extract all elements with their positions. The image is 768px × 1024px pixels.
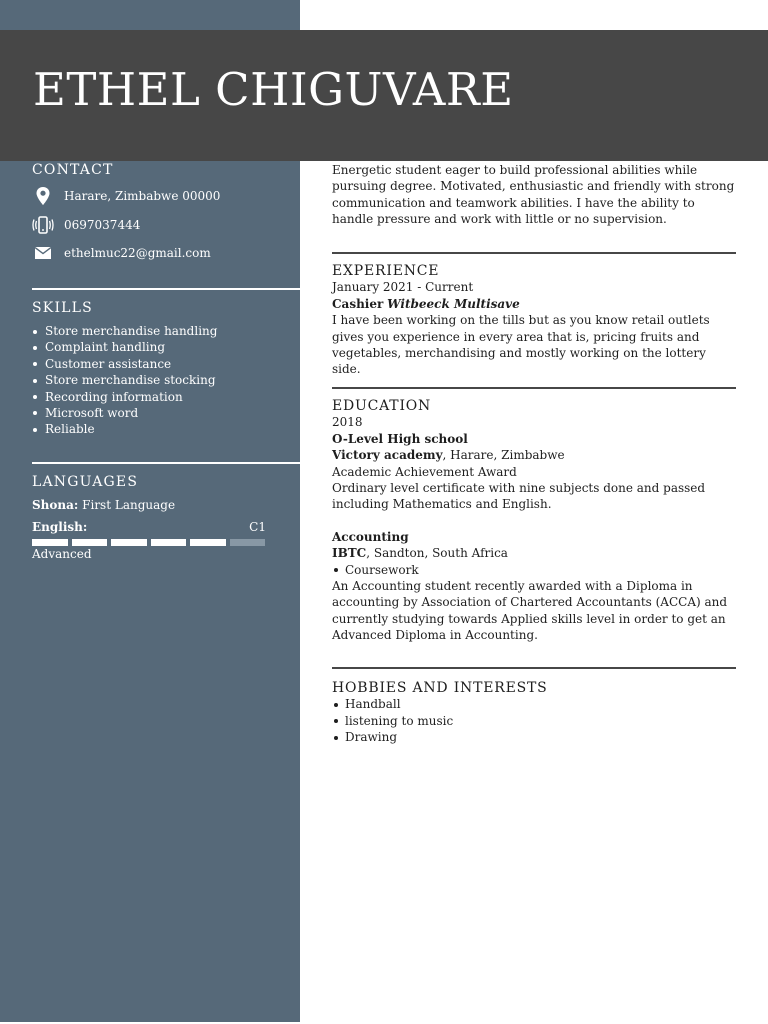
- language-name: Shona:: [32, 498, 79, 512]
- education-degree: Accounting: [332, 529, 409, 544]
- contact-section: [32, 162, 298, 260]
- language-shona: [32, 498, 175, 512]
- education-title: EDUCATION: [332, 398, 432, 414]
- language-code: C1: [249, 520, 266, 534]
- hobby-item: Handball: [332, 696, 736, 712]
- level-segments: [32, 539, 265, 546]
- address-row: [32, 186, 220, 206]
- level-segment-empty: [230, 539, 266, 546]
- level-segment-filled: [32, 539, 68, 546]
- skill-item: Microsoft word: [32, 405, 298, 421]
- hobby-item: Drawing: [332, 729, 736, 745]
- level-segment-filled: [190, 539, 226, 546]
- skill-item: Reliable: [32, 421, 298, 437]
- language-english: [32, 520, 266, 534]
- languages-section: [32, 474, 298, 574]
- languages-title: LANGUAGES: [32, 474, 139, 490]
- education-school-line: [332, 545, 736, 561]
- skill-item: Customer assistance: [32, 356, 298, 372]
- phone-text: 0697037444: [64, 218, 141, 232]
- education-section: [332, 398, 736, 644]
- level-segment-filled: [151, 539, 187, 546]
- phone-row: [32, 215, 140, 235]
- address-text: Harare, Zimbabwe 00000: [64, 189, 221, 203]
- education-bullet: Coursework: [332, 562, 736, 578]
- school-location: , Sandton, South Africa: [366, 546, 508, 561]
- level-segment-filled: [72, 539, 108, 546]
- experience-dates: January 2021 - Current: [332, 280, 474, 295]
- skill-item: Recording information: [32, 389, 298, 405]
- phone-icon: [32, 215, 54, 235]
- skill-item: Store merchandise handling: [32, 323, 298, 339]
- job-title: Cashier: [332, 296, 384, 311]
- skill-item: Complaint handling: [32, 339, 298, 355]
- summary-section: [332, 162, 736, 228]
- experience-title: EXPERIENCE: [332, 263, 440, 279]
- skills-title: SKILLS: [32, 300, 93, 316]
- section-divider: [332, 667, 736, 669]
- education-year: 2018: [332, 415, 363, 430]
- email-link[interactable]: ethelmuc22@gmail.com: [64, 246, 211, 260]
- hobby-item: listening to music: [332, 713, 736, 729]
- school-name: IBTC: [332, 546, 367, 561]
- experience-description: I have been working on the tills but as you know retail outlets gives you experience in every area that is, pricing fruits and vegetables, merchandising and mostly working on the lottery side.: [332, 313, 710, 377]
- skill-item: Store merchandise stocking: [32, 372, 298, 388]
- education-description: An Accounting student recently awarded with a Diploma in accounting by Association of Chartered Accountants (ACCA) and currently studying towards Applied skills level in order to get an Advanced Diploma in Accounting.: [332, 579, 728, 643]
- sidebar-divider: [32, 462, 300, 464]
- hobbies-title: HOBBIES AND INTERESTS: [332, 680, 548, 696]
- experience-section: [332, 263, 736, 378]
- section-divider: [332, 387, 736, 389]
- education-description: Ordinary level certificate with nine subjects done and passed including Mathematics and English.: [332, 481, 706, 512]
- school-location: , Harare, Zimbabwe: [442, 448, 565, 463]
- location-pin-icon: [32, 186, 54, 206]
- language-level: Advanced: [32, 547, 92, 561]
- contact-title: CONTACT: [32, 162, 114, 178]
- summary-text: Energetic student eager to build professional abilities while pursuing degree. Motivated, enthusiastic and friendly with strong communication and teamwork abilities. I have the ability to handle pressure and work with little or no supervision.: [332, 163, 735, 227]
- header-banner: [0, 30, 768, 161]
- hobbies-section: [332, 680, 736, 746]
- envelope-icon: [32, 243, 54, 263]
- skills-list: [32, 323, 298, 438]
- language-name: English:: [32, 520, 88, 534]
- company-name: Witbeeck Multisave: [387, 296, 520, 311]
- experience-position: [332, 296, 736, 312]
- education-degree: O-Level High school: [332, 431, 468, 446]
- language-level-bar: [32, 539, 264, 546]
- skills-section: [32, 300, 298, 438]
- section-divider: [332, 252, 736, 254]
- education-school-line: [332, 447, 736, 463]
- sidebar-divider: [32, 288, 300, 290]
- candidate-name: ETHEL CHIGUVARE: [33, 63, 514, 116]
- school-name: Victory academy: [332, 448, 443, 463]
- level-segment-filled: [111, 539, 147, 546]
- email-row: [32, 243, 211, 263]
- language-level: First Language: [82, 498, 176, 512]
- education-award: Academic Achievement Award: [332, 464, 517, 479]
